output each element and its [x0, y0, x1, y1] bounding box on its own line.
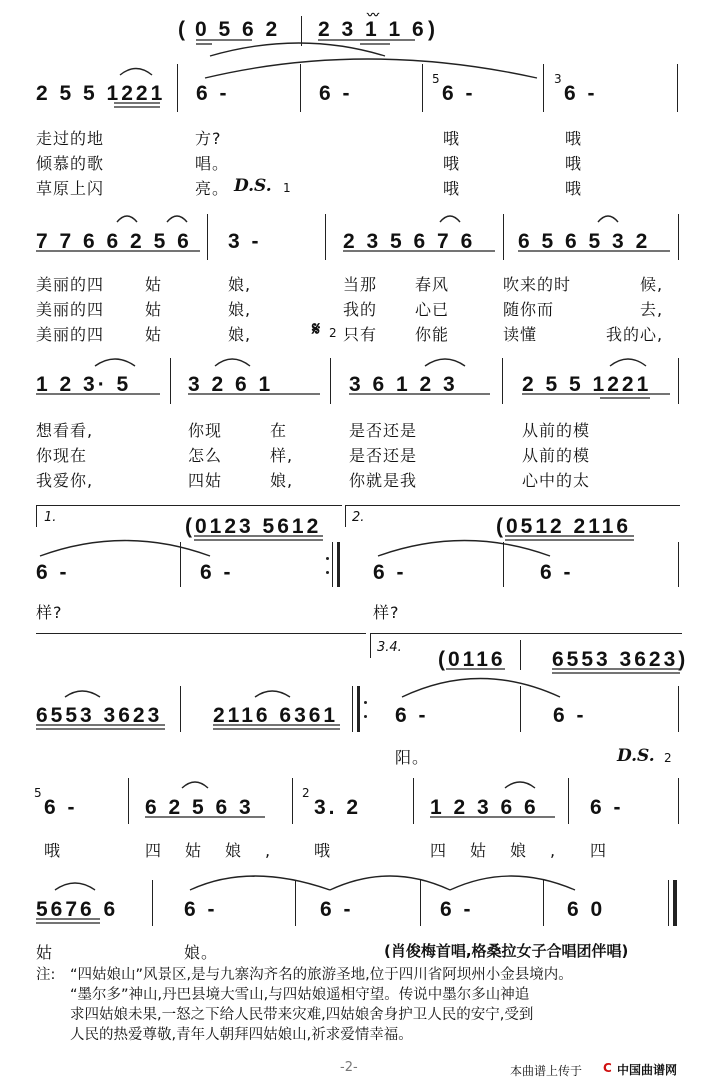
row1-bar3-notes: 6 - [319, 82, 353, 105]
interlude-notes: (0116 [438, 648, 506, 671]
lyric: 哦 [314, 841, 332, 860]
lyric-v3: 我爱你, [36, 471, 94, 490]
intro-notes-1: 0 5 6 2 [195, 18, 281, 41]
lyric-v2: 美丽的四 [36, 300, 105, 319]
note-line: 求四姑娘未果,一怒之下给人民带来灾难,四姑娘舍身护卫人民的安宁,受到 [70, 1007, 534, 1023]
performer-credit: (肖俊梅首唱,格桑拉女子合唱团伴唱) [384, 942, 629, 960]
lyric-v2: 我的 [343, 300, 378, 319]
lyric-v3: 你能 [415, 325, 450, 344]
row4-bar1-notes: 6 - [36, 561, 70, 584]
interlude-notes: (0512 2116 [496, 515, 632, 538]
lyric-v3: 只有 [343, 325, 378, 344]
row1-bar5-notes: 6 - [564, 82, 598, 105]
row6-bar3-notes: 3. 2 [314, 796, 362, 819]
row4-bar2-notes: 6 - [200, 561, 234, 584]
row2-bar2-notes: 3 - [228, 230, 262, 253]
slur [610, 359, 646, 366]
grace-note: 2 [302, 786, 310, 800]
lyric-v3: 亮。 [195, 179, 230, 198]
lyric: 娘。 [184, 943, 219, 962]
lyric-v2: 随你而 [503, 300, 555, 319]
row3-bar1-notes: 1 2 3· 5 [36, 373, 132, 396]
row7-bar2-notes: 6 - [184, 898, 218, 921]
slur [182, 782, 208, 788]
row6-bar2-notes: 6 2 5 6 3 [145, 796, 254, 819]
tie [450, 876, 575, 890]
intro-notes-2: 2 3 1 1 6 [318, 18, 427, 41]
lyric-v2: 心已 [415, 300, 450, 319]
row7-bar4-notes: 6 - [440, 898, 474, 921]
lyric-v1: 走过的地 [36, 129, 105, 148]
slur [425, 359, 465, 366]
lyric-v2: 哦 [565, 154, 583, 173]
intro-open: ( [178, 18, 188, 41]
dal-segno-mark: D.S. [234, 176, 272, 196]
row6-bar4-notes: 1 2 3 6 6 [430, 796, 539, 819]
lyric-v3: 娘, [228, 325, 252, 344]
lyric-v2: 从前的模 [522, 446, 591, 465]
lyric-v3: 哦 [443, 179, 461, 198]
lyric: 哦 [44, 841, 62, 860]
note-line: “四姑娘山”风景区,是与九寨沟齐名的旅游圣地,位于四川省阿坝州小金县境内。 [70, 967, 573, 983]
slur [55, 883, 95, 890]
lyric-v3: 草原上闪 [36, 179, 105, 198]
lyric-v2: 是否还是 [349, 446, 418, 465]
lyric-v1: 春风 [415, 275, 450, 294]
site-name: 中国曲谱网 [617, 1063, 678, 1077]
lyric-v3: 你就是我 [349, 471, 418, 490]
slur [117, 216, 137, 222]
lyric: 四 [590, 841, 608, 860]
interlude-notes: (0123 5612 [185, 515, 322, 538]
lyric-v1: 候, [640, 275, 664, 294]
dal-segno-number: 1 [283, 181, 291, 195]
row2-bar3-notes: 2 3 5 6 7 6 [343, 230, 476, 253]
site-logo-icon: C [603, 1061, 612, 1075]
row5-bar3-notes: 6 - [395, 704, 429, 727]
note-line: 人民的热爱尊敬,青年人朝拜四姑娘山,祈求爱情幸福。 [70, 1027, 413, 1043]
row6-bar5-notes: 6 - [590, 796, 624, 819]
lyric-v1: 想看看, [36, 421, 94, 440]
lyric: 样? [373, 603, 400, 622]
lyric: 四姑娘, [430, 841, 580, 860]
tie [378, 541, 550, 557]
segno-icon: 𝄋 [312, 318, 321, 340]
row1-bar2-notes: 6 - [196, 82, 230, 105]
upload-text: 本曲谱上传于 [510, 1064, 583, 1078]
lyric-v2: 去, [640, 300, 664, 319]
intro-close: ) [428, 18, 438, 41]
row5-bar2-notes: 2116 6361 [213, 704, 339, 727]
lyric-v2: 哦 [443, 154, 461, 173]
row2-bar1-notes: 7 7 6 6 2 5 6 [36, 230, 192, 253]
dal-segno-mark: D.S. [617, 746, 655, 766]
lyric-v3: 美丽的四 [36, 325, 105, 344]
interlude-notes: 6553 3623) [552, 648, 689, 671]
row3-bar3-notes: 3 6 1 2 3 [349, 373, 458, 396]
slur [440, 216, 460, 222]
page-number: -2- [340, 1060, 358, 1075]
row1-bar4-notes: 6 - [442, 82, 476, 105]
lyric-v1: 当那 [343, 275, 378, 294]
lyric-v3: 心中的太 [522, 471, 591, 490]
row7-bar1-notes: 5676 6 [36, 898, 119, 921]
slur [505, 782, 535, 788]
slur [210, 43, 385, 56]
lyric-v3: 我的心, [606, 325, 664, 344]
row6-bar1-notes: 6 - [44, 796, 78, 819]
lyric: 样? [36, 603, 63, 622]
segno-number: 2 [329, 326, 337, 340]
volta-1-label: 1. [44, 510, 57, 525]
tie [330, 876, 450, 890]
lyric-v2: 你现在 [36, 446, 88, 465]
lyric-v1: 在 [270, 421, 288, 440]
lyric: 姑 [36, 943, 54, 962]
slur [215, 359, 250, 366]
tie [402, 679, 560, 698]
note-label: 注: [36, 967, 56, 983]
slur [598, 216, 618, 222]
row5-bar1-notes: 6553 3623 [36, 704, 163, 727]
lyric-v3: 哦 [565, 179, 583, 198]
grace-note: 5 [34, 786, 42, 800]
slur [167, 216, 187, 222]
lyric-v2: 姑 [145, 300, 163, 319]
lyric-v1: 是否还是 [349, 421, 418, 440]
lyric-v2: 怎么 [188, 446, 223, 465]
lyric-v1: 方? [195, 129, 222, 148]
slur [120, 69, 152, 76]
tie [190, 876, 330, 890]
tie [40, 541, 210, 557]
slur [95, 359, 135, 366]
row5-bar4-notes: 6 - [553, 704, 587, 727]
row3-bar4-notes: 2 5 5 1221 [522, 373, 652, 396]
lyric: 阳。 [395, 748, 430, 767]
row4-bar4-notes: 6 - [540, 561, 574, 584]
lyric-v3: 读懂 [503, 325, 538, 344]
lyric: 四姑娘, [145, 841, 295, 860]
lyric-v3: 娘, [270, 471, 294, 490]
slur [65, 691, 100, 697]
lyric-v2: 娘, [228, 300, 252, 319]
grace-note: 3 [554, 72, 562, 86]
lyric-v2: 样, [270, 446, 294, 465]
note-line: “墨尔多”神山,丹巴县境大雪山,与四姑娘遥相守望。传说中墨尔多山神追 [70, 987, 530, 1003]
slur [255, 691, 290, 697]
row1-bar1-notes: 2 5 5 1221 [36, 82, 166, 105]
row7-bar5-notes: 6 0 [567, 898, 606, 921]
lyric-v1: 哦 [565, 129, 583, 148]
lyric-v3: 姑 [145, 325, 163, 344]
lyric-v2: 唱。 [195, 154, 230, 173]
row2-bar4-notes: 6 5 6 5 3 2 [518, 230, 651, 253]
tie [205, 59, 537, 78]
volta-3-4-label: 3.4. [377, 640, 402, 655]
lyric-v1: 娘, [228, 275, 252, 294]
lyric-v3: 四姑 [188, 471, 223, 490]
grace-note: 5 [432, 72, 440, 86]
dal-segno-number: 2 [664, 751, 672, 765]
lyric-v2: 倾慕的歌 [36, 154, 105, 173]
row4-bar3-notes: 6 - [373, 561, 407, 584]
mordent-icon: 〰 [367, 8, 380, 22]
row3-bar2-notes: 3 2 6 1 [188, 373, 274, 396]
lyric-v1: 姑 [145, 275, 163, 294]
lyric-v1: 吹来的时 [503, 275, 572, 294]
lyric-v1: 哦 [443, 129, 461, 148]
lyric-v1: 你现 [188, 421, 223, 440]
lyric-v1: 美丽的四 [36, 275, 105, 294]
volta-2-label: 2. [352, 510, 365, 525]
lyric-v1: 从前的模 [522, 421, 591, 440]
row7-bar3-notes: 6 - [320, 898, 354, 921]
